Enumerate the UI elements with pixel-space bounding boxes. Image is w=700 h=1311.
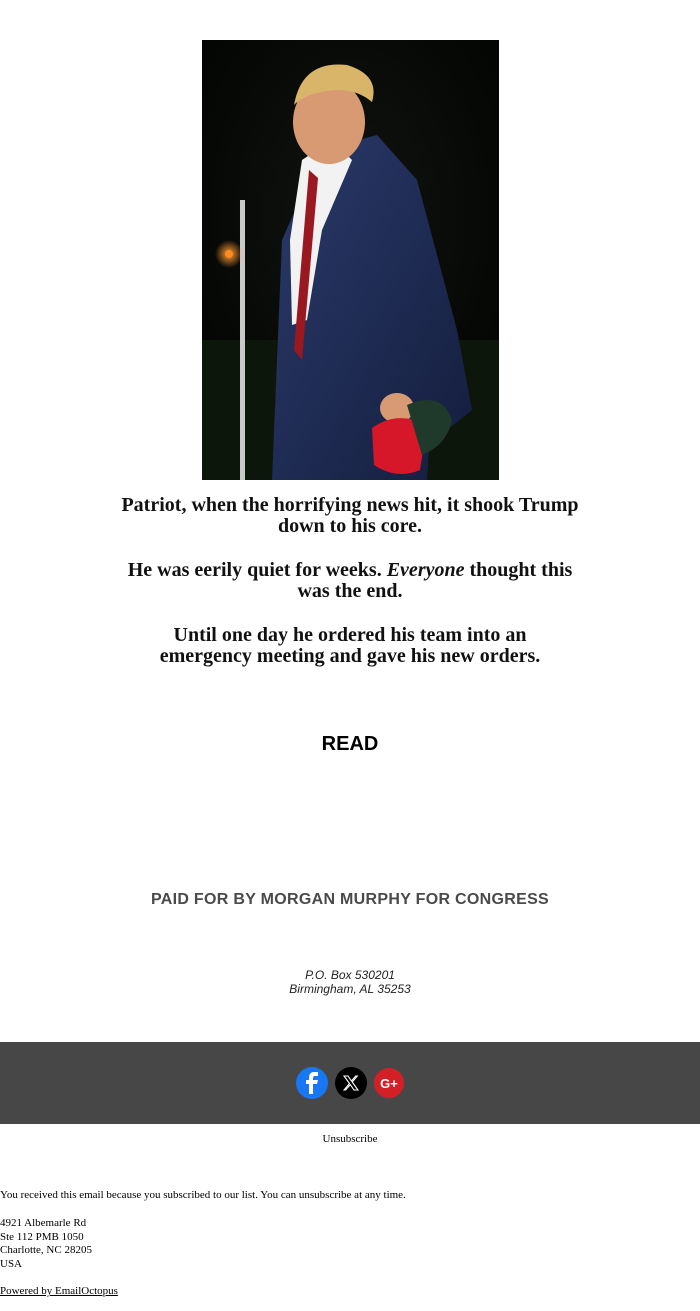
facebook-icon[interactable] bbox=[296, 1067, 328, 1099]
paid-for-disclaimer: PAID FOR BY MORGAN MURPHY FOR CONGRESS bbox=[150, 891, 550, 908]
hero-photo bbox=[202, 40, 499, 480]
address-line: Charlotte, NC 28205 bbox=[0, 1244, 92, 1256]
x-icon[interactable] bbox=[335, 1067, 367, 1099]
subscription-notice: You received this email because you subscribed to our list. You can unsubscribe at any time. bbox=[0, 1189, 406, 1201]
headline-paragraph-3: Until one day he ordered his team into an emergency meeting and gave his new orders. bbox=[159, 624, 541, 667]
social-bar bbox=[0, 1042, 700, 1124]
headline-emphasis: Everyone bbox=[386, 559, 465, 581]
powered-by-link[interactable]: Powered by EmailOctopus bbox=[0, 1285, 118, 1297]
read-button[interactable]: READ bbox=[321, 733, 379, 755]
google-plus-icon[interactable]: G+ bbox=[374, 1068, 404, 1098]
address-line: USA bbox=[0, 1257, 23, 1270]
po-box-address: P.O. Box 530201 Birmingham, AL 35253 bbox=[289, 968, 411, 996]
unsubscribe-link[interactable]: Unsubscribe bbox=[322, 1133, 378, 1145]
address-line: Ste 112 PMB 1050 bbox=[0, 1230, 84, 1243]
headline-paragraph-2: He was eerily quiet for weeks. Everyone thought this was the end. bbox=[127, 559, 573, 602]
address-line: 4921 Albemarle Rd bbox=[0, 1217, 87, 1229]
headline-paragraph-1: Patriot, when the horrifying news hit, it shook Trump down to his core. bbox=[121, 494, 579, 537]
social-icons bbox=[296, 1067, 404, 1099]
mailing-address bbox=[0, 1217, 92, 1271]
